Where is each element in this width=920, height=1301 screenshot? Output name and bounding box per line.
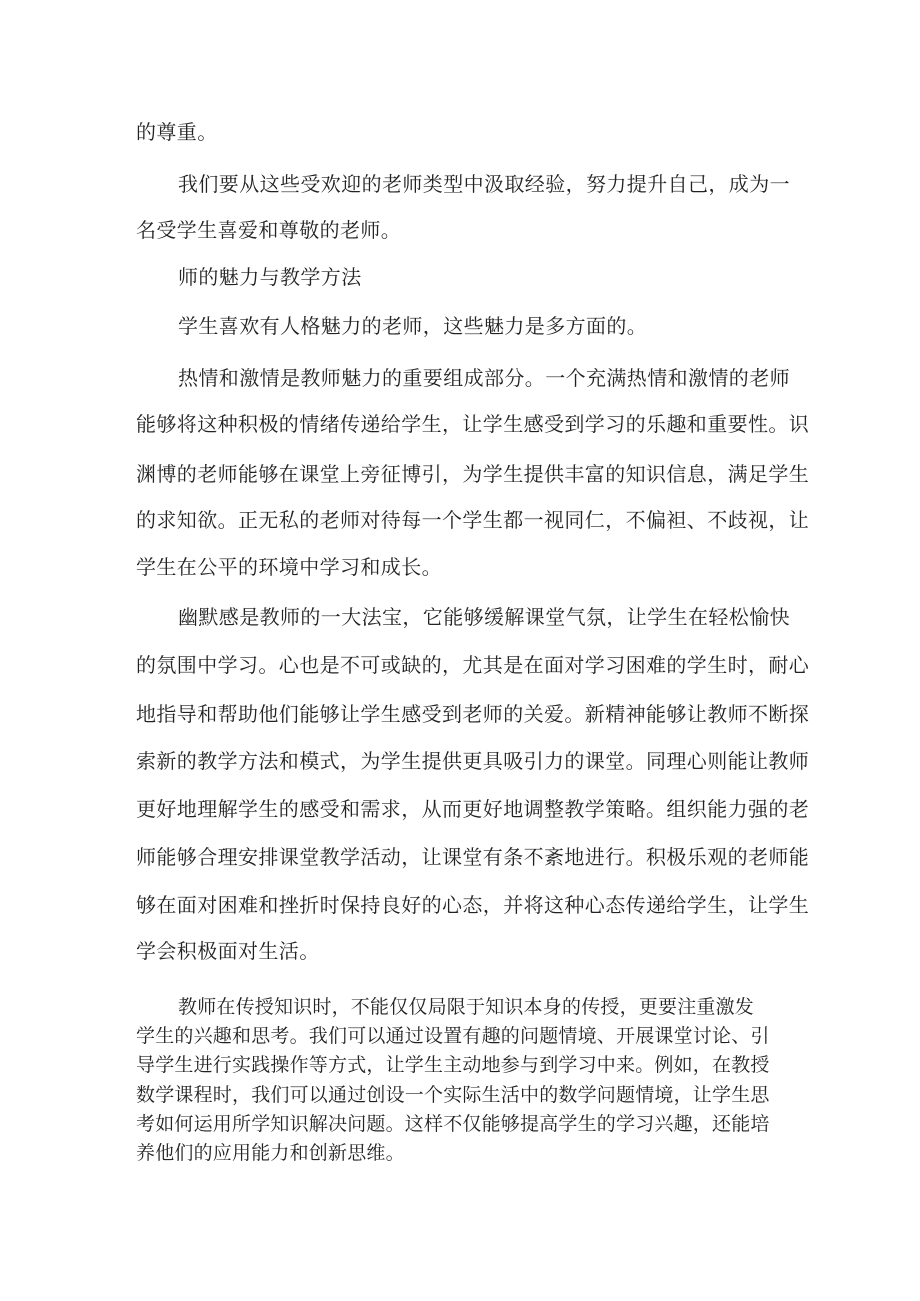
- paragraph-1-line-1: 的尊重。: [136, 120, 218, 144]
- paragraph-5-line-5: 学生在公平的环境中学习和成长。: [136, 555, 442, 579]
- paragraph-4-line-1: 学生喜欢有人格魅力的老师，这些魅力是多方面的。: [178, 314, 648, 338]
- paragraph-7-line-1: 教师在传授知识时，不能仅仅局限于知识本身的传授，更要注重激发: [178, 996, 755, 1018]
- paragraph-5-line-2: 能够将这种积极的情绪传递给学生，让学生感受到学习的乐趣和重要性。识: [136, 412, 810, 436]
- paragraph-7-line-2: 学生的兴趣和思考。我们可以通过设置有趣的问题情境、开展课堂讨论、引: [136, 1025, 770, 1047]
- paragraph-6-line-3: 地指导和帮助他们能够让学生感受到老师的关爱。新精神能够让教师不断探: [136, 702, 810, 726]
- paragraph-2-line-1: 我们要从这些受欢迎的老师类型中汲取经验，努力提升自己，成为一: [178, 172, 790, 196]
- paragraph-5-line-3: 渊博的老师能够在课堂上旁征博引，为学生提供丰富的知识信息，满足学生: [136, 462, 810, 486]
- paragraph-5-line-4: 的求知欲。正无私的老师对待每一个学生都一视同仁，不偏袒、不歧视，让: [136, 508, 810, 532]
- paragraph-6-line-8: 学会积极面对生活。: [136, 939, 320, 963]
- paragraph-6-line-7: 够在面对困难和挫折时保持良好的心态，并将这种心态传递给学生，让学生: [136, 893, 810, 917]
- paragraph-5-line-1: 热情和激情是教师魅力的重要组成部分。一个充满热情和激情的老师: [178, 366, 790, 390]
- paragraph-6-line-1: 幽默感是教师的一大法宝，它能够缓解课堂气氛，让学生在轻松愉快: [178, 605, 790, 629]
- paragraph-6-line-5: 更好地理解学生的感受和需求，从而更好地调整教学策略。组织能力强的老: [136, 797, 810, 821]
- paragraph-7-line-5: 考如何运用所学知识解决问题。这样不仅能够提高学生的学习兴趣，还能培: [136, 1113, 770, 1135]
- paragraph-2-line-2: 名受学生喜爱和尊敬的老师。: [136, 218, 402, 242]
- paragraph-6-line-2: 的氛围中学习。心也是不可或缺的，尤其是在面对学习困难的学生时，耐心: [136, 653, 810, 677]
- paragraph-7-line-3: 导学生进行实践操作等方式，让学生主动地参与到学习中来。例如，在教授: [136, 1054, 770, 1076]
- paragraph-7-line-6: 养他们的应用能力和创新思维。: [136, 1142, 405, 1164]
- paragraph-7-line-4: 数学课程时，我们可以通过创设一个实际生活中的数学问题情境，让学生思: [136, 1084, 770, 1106]
- paragraph-6-line-4: 索新的教学方法和模式，为学生提供更具吸引力的课堂。同理心则能让教师: [136, 749, 810, 773]
- section-heading: 师的魅力与教学方法: [178, 265, 362, 289]
- paragraph-6-line-6: 师能够合理安排课堂教学活动，让课堂有条不紊地进行。积极乐观的老师能: [136, 845, 810, 869]
